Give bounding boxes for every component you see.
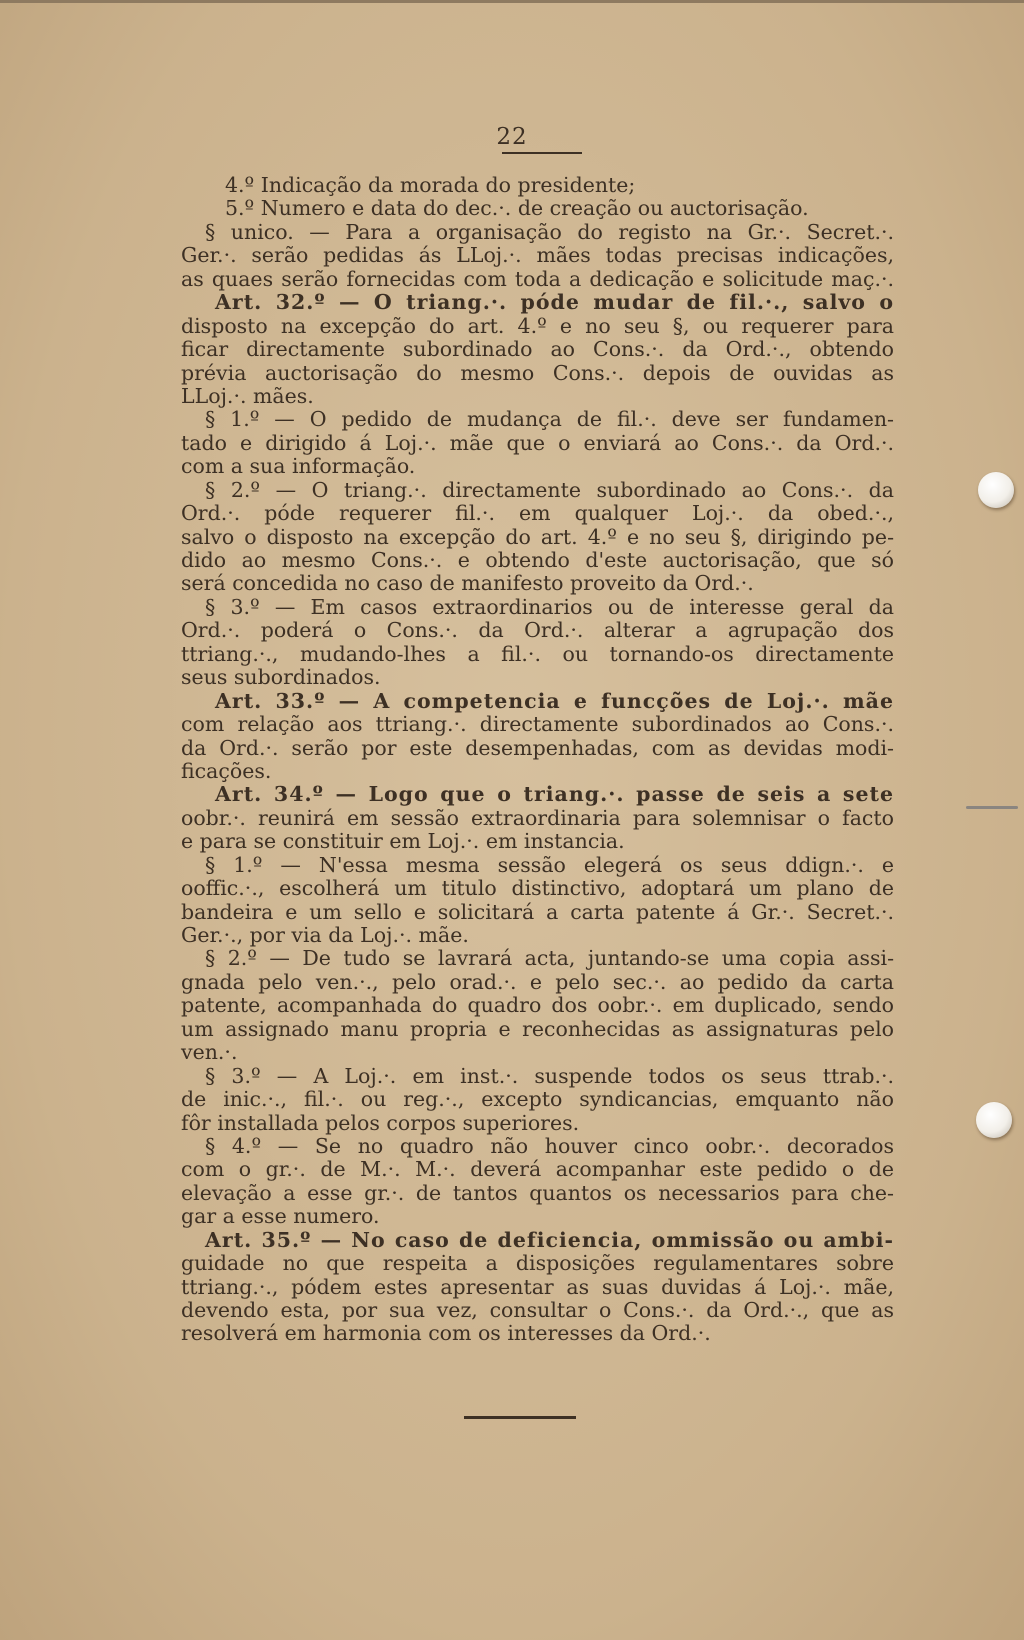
marginal-mark (966, 806, 1018, 809)
text-line: ttriang.·., pódem estes apresentar as suas duvidas á Loj.·. mãe, (181, 1274, 894, 1299)
article-heading-line: Art. 33.º — A competencia e funcções de Loj.·. mãe (215, 688, 894, 713)
text-line: guidade no que respeita a disposições regulamentares sobre (181, 1251, 894, 1276)
text-line: § 2.º — De tudo se lavrará acta, juntando-se uma copia assi- (205, 946, 894, 971)
text-line: da Ord.·. serão por este desempenhadas, com as devidas modi- (181, 735, 894, 760)
text-line: dido ao mesmo Cons.·. e obtendo d'este auctorisação, que só (181, 548, 894, 572)
text-line: § 1.º — O pedido de mudança de fil.·. deve ser fundamen- (205, 407, 894, 432)
text-line: será concedida no caso de manifesto proveito da Ord.·. (181, 571, 754, 596)
text-line: disposto na excepção do art. 4.º e no seu §, ou requerer para (181, 313, 894, 338)
text-line: seus subordinados. (181, 665, 381, 690)
end-rule (464, 1416, 576, 1419)
text-line: bandeira e um sello e solicitará a carta patente á Gr.·. Secret.·. (181, 899, 894, 924)
text-line: salvo o disposto na excepção do art. 4.º e no seu §, dirigindo pe- (181, 524, 894, 549)
text-line: oobr.·. reunirá em sessão extraordinaria para solemnisar o facto (181, 805, 894, 830)
text-line: Ger.·., por via da Loj.·. mãe. (181, 923, 469, 947)
text-line: um assignado manu propria e reconhecidas as assignaturas pelo (181, 1016, 894, 1041)
text-line: § 4.º — Se no quadro não houver cinco oobr.·. decorados (205, 1133, 894, 1158)
text-line: § 2.º — O triang.·. directamente subordinado ao Cons.·. da (205, 477, 894, 502)
text-line: ficar directamente subordinado ao Cons.·. da Ord.·., obtendo (181, 337, 894, 362)
article-heading-line: Art. 34.º — Logo que o triang.·. passe de seis a sete (215, 782, 894, 807)
text-line: ttriang.·., mudando-lhes a fil.·. ou tornando-os directamente (181, 641, 894, 666)
text-line: com o gr.·. de M.·. M.·. deverá acompanhar este pedido o de (181, 1157, 894, 1182)
text-line: com a sua informação. (181, 454, 416, 479)
text-line: elevação a esse gr.·. de tantos quantos os necessarios para che- (181, 1180, 894, 1205)
text-line: tado e dirigido á Loj.·. mãe que o enviará ao Cons.·. da Ord.·. (181, 430, 894, 455)
body-text (181, 174, 894, 1346)
text-line: Ord.·. póde requerer fil.·. em qualquer Loj.·. da obed.·., (181, 501, 894, 526)
text-line: 4.º Indicação da morada do presidente; (225, 173, 636, 197)
text-line: § unico. — Para a organisação do registo na Gr.·. Secret.·. (205, 219, 894, 244)
text-line: Ger.·. serão pedidas ás LLoj.·. mães todas precisas indicações, (181, 243, 894, 268)
text-line: § 3.º — A Loj.·. em inst.·. suspende todos os seus ttrab.·. (205, 1063, 894, 1088)
binding-hole-upper (978, 472, 1014, 508)
page-number: 22 (496, 124, 528, 150)
article-heading-line: Art. 32.º — O triang.·. póde mudar de fil.·., salvo o (215, 290, 894, 315)
text-line: fôr installada pelos corpos superiores. (181, 1110, 580, 1135)
text-line: ven.·. (181, 1040, 238, 1065)
text-line: as quaes serão fornecidas com toda a dedicação e solicitude maç.·. (181, 266, 894, 291)
text-line: Ord.·. poderá o Cons.·. da Ord.·. alterar a agrupação dos (181, 618, 894, 643)
text-line: gnada pelo ven.·., pelo orad.·. e pelo sec.·. ao pedido da carta (181, 969, 894, 994)
text-line: gar a esse numero. (181, 1204, 380, 1229)
text-line: e para se constituir em Loj.·. em instancia. (181, 829, 625, 854)
text-line: § 1.º — N'essa mesma sessão elegerá os seus ddign.·. e (205, 852, 894, 877)
page-top-edge (0, 0, 1024, 3)
text-line: § 3.º — Em casos extraordinarios ou de interesse geral da (205, 594, 894, 619)
text-line: ooffic.·., escolherá um titulo distinctivo, adoptará um plano de (181, 876, 894, 901)
text-line: LLoj.·. mães. (181, 383, 314, 408)
binding-hole-lower (976, 1102, 1012, 1138)
text-line: com relação aos ttriang.·. directamente subordinados ao Cons.·. (181, 712, 894, 737)
page-number-underline (502, 152, 582, 154)
text-line: resolverá em harmonia com os interesses da Ord.·. (181, 1321, 711, 1346)
text-line: de inic.·., fil.·. ou reg.·., excepto syndicancias, emquanto não (181, 1087, 894, 1112)
text-line: ficações. (181, 758, 272, 783)
text-line: prévia auctorisação do mesmo Cons.·. depois de ouvidas as (181, 360, 894, 385)
text-line: patente, acompanhada do quadro dos oobr.·. em duplicado, sendo (181, 993, 894, 1018)
text-line: devendo esta, por sua vez, consultar o Cons.·. da Ord.·., que as (181, 1298, 894, 1322)
text-line: 5.º Numero e data do dec.·. de creação ou auctorisação. (225, 196, 809, 221)
article-heading-line: Art. 35.º — No caso de deficiencia, ommissão ou ambi- (205, 1227, 894, 1252)
